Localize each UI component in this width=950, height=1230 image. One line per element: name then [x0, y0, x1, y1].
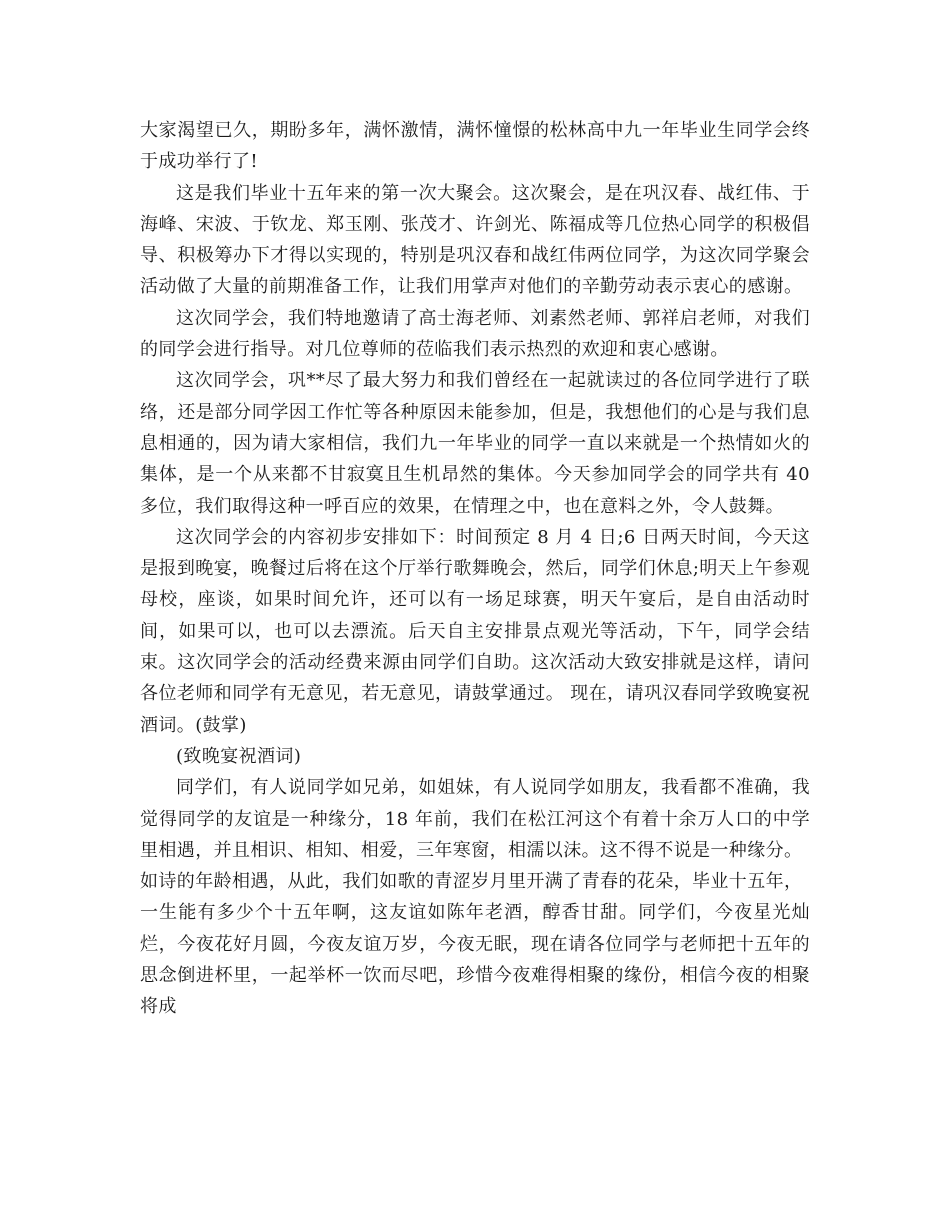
document-body: [140, 115, 810, 1023]
paragraph-3: 这次同学会，我们特地邀请了高士海老师、刘素然老师、郭祥启老师，对我们的同学会进行指导。对几位尊师的莅临我们表示热烈的欢迎和衷心感谢。: [140, 307, 810, 361]
paragraph-5: 这次同学会的内容初步安排如下：时间预定 8 月 4 日;6 日两天时间，今天这是报到晚宴，晚餐过后将在这个厅举行歌舞晚会，然后，同学们休息;明天上午参观母校，座谈，如果时间允许，还可以有一场足球赛，明天午宴后，是自由活动时间，如果可以，也可以去漂流。后天自主安排景点观光等活动，下午，同学会结束。这次同学会的活动经费来源由同学们自助。这次活动大致安排就是这样，请问各位老师和同学有无意见，若无意见，请鼓掌通过。 现在，请巩汉春同学致晚宴祝酒词。(鼓掌): [140, 526, 810, 736]
paragraph-1: 大家渴望已久，期盼多年，满怀激情，满怀憧憬的松林高中九一年毕业生同学会终于成功举行了!: [140, 120, 810, 173]
paragraph-9: 一生能有多少个十五年啊，这友谊如陈年老酒，醇香甘甜。同学们，今夜星光灿烂，今夜花好月圆，今夜友谊万岁，今夜无眠，现在请各位同学与老师把十五年的思念倒进杯里，一起举杯一饮而尽吧，珍惜今夜难得相聚的缘份，相信今夜的相聚将成: [140, 902, 810, 1018]
paragraph-8: 如诗的年龄相遇，从此，我们如歌的青涩岁月里开满了青春的花朵，毕业十五年，: [140, 871, 803, 893]
paragraph-4: 这次同学会，巩**尽了最大努力和我们曾经在一起就读过的各位同学进行了联络，还是部分同学因工作忙等各种原因未能参加，但是，我想他们的心是与我们息息相通的，因为请大家相信，我们九一年毕业的同学一直以来就是一个热情如火的集体，是一个从来都不甘寂寞且生机昂然的集体。今天参加同学会的同学共有 40 多位，我们取得这种一呼百应的效果，在情理之中，也在意料之外，令人鼓舞。: [140, 370, 810, 517]
paragraph-2: 这是我们毕业十五年来的第一次大聚会。这次聚会，是在巩汉春、战红伟、于海峰、宋波、于钦龙、郑玉刚、张茂才、许剑光、陈福成等几位热心同学的积极倡导、积极筹办下才得以实现的，特别是巩汉春和战红伟两位同学，为这次同学聚会活动做了大量的前期准备工作，让我们用掌声对他们的辛勤劳动表示衷心的感谢。: [140, 182, 810, 298]
paragraph-6: (致晚宴祝酒词): [176, 745, 302, 767]
paragraph-7: 同学们，有人说同学如兄弟，如姐妹，有人说同学如朋友，我看都不准确，我觉得同学的友谊是一种缘分，18 年前，我们在松江河这个有着十余万人口的中学里相遇，并且相识、相知、相爱，三年寒窗，相濡以沫。这不得不说是一种缘分。: [140, 777, 810, 861]
